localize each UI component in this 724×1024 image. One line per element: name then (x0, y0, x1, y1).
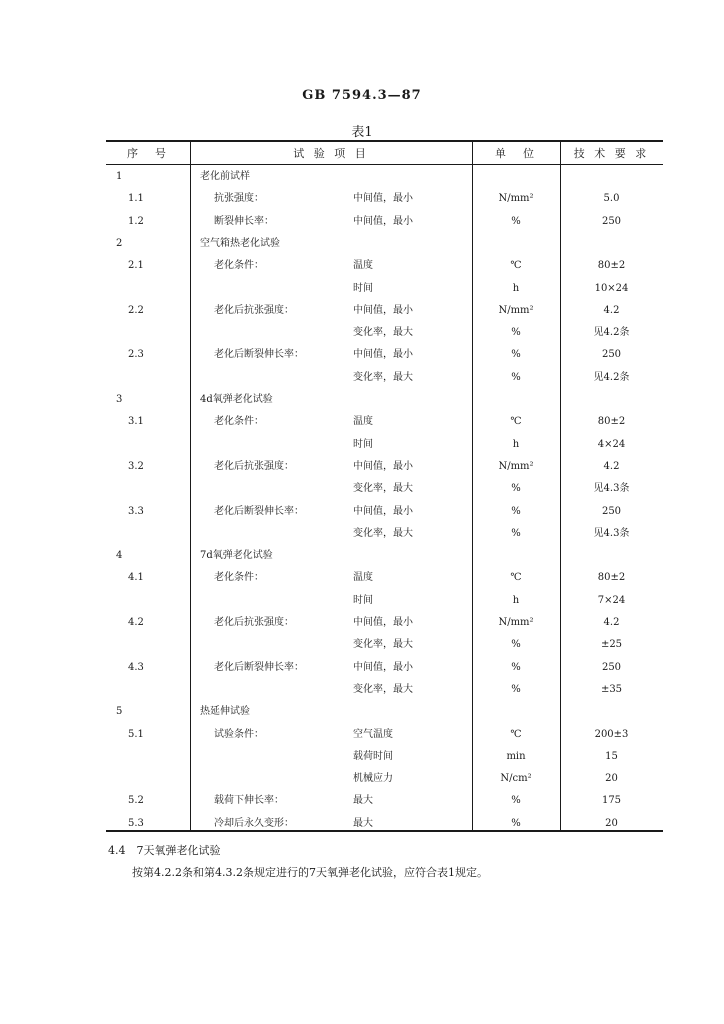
document-code: GB 7594.3—87 (302, 88, 422, 103)
test-item: 老化后抗张强度： (214, 617, 294, 628)
test-condition: 中间值，最小 (353, 617, 413, 628)
row-number: 1.1 (128, 193, 144, 204)
section-paragraph: 按第4.2.2条和第4.3.2条规定进行的7天氧弹老化试验，应符合表1规定。 (132, 866, 488, 879)
unit: N/mm² (498, 461, 534, 472)
test-condition: 温度 (353, 572, 373, 583)
unit: N/mm² (498, 305, 534, 316)
section-heading: 4.4 7天氧弹老化试验 (108, 844, 221, 857)
requirement: 5.0 (603, 193, 620, 204)
row-number: 5.2 (128, 795, 144, 806)
row-number: 5 (116, 706, 123, 717)
test-item: 老化条件： (214, 572, 264, 583)
row-number: 4.1 (128, 572, 144, 583)
row-number: 3.1 (128, 416, 144, 427)
test-item: 冷却后永久变形： (214, 818, 294, 829)
test-item: 空气箱热老化试验 (200, 238, 280, 249)
row-number: 2 (116, 238, 123, 249)
test-item: 试验条件： (214, 729, 264, 740)
test-item: 老化后抗张强度： (214, 461, 294, 472)
requirement: 10×24 (594, 283, 629, 294)
requirement: 20 (605, 773, 618, 784)
requirement: 175 (601, 795, 622, 806)
test-condition: 机械应力 (353, 773, 393, 784)
test-item: 断裂伸长率： (214, 216, 274, 227)
test-condition: 温度 (353, 416, 373, 427)
requirement: 4.2 (603, 305, 620, 316)
requirement: 250 (601, 662, 622, 673)
row-number: 4 (116, 550, 123, 561)
requirement: ±35 (600, 684, 623, 695)
row-number: 3.3 (128, 506, 144, 517)
test-condition: 时间 (353, 595, 373, 606)
test-item: 老化后断裂伸长率： (214, 349, 304, 360)
row-number: 4.2 (128, 617, 144, 628)
test-condition: 最大 (353, 795, 373, 806)
test-condition: 变化率，最大 (353, 483, 413, 494)
column-header-unit: 单 位 (495, 147, 537, 160)
column-header-item: 试 验 项 目 (293, 147, 369, 160)
test-item: 老化前试样 (200, 171, 250, 182)
requirement: 4.2 (603, 617, 620, 628)
test-condition: 时间 (353, 283, 373, 294)
requirement: 见4.3条 (593, 528, 630, 539)
requirement: 见4.2条 (593, 372, 630, 383)
row-number: 2.1 (128, 260, 144, 271)
requirement: 见4.3条 (593, 483, 630, 494)
test-condition: 中间值，最小 (353, 193, 413, 204)
test-item: 热延伸试验 (200, 706, 250, 717)
test-condition: 变化率，最大 (353, 372, 413, 383)
requirement: 4×24 (597, 439, 626, 450)
test-condition: 变化率，最大 (353, 684, 413, 695)
unit: % (511, 506, 521, 517)
unit: % (511, 216, 521, 227)
test-item: 抗张强度： (214, 193, 264, 204)
test-condition: 变化率，最大 (353, 327, 413, 338)
requirement: 250 (601, 506, 622, 517)
unit: N/mm² (498, 617, 534, 628)
test-condition: 最大 (353, 818, 373, 829)
requirement: 80±2 (597, 416, 626, 427)
unit: % (511, 684, 521, 695)
requirement: 7×24 (597, 595, 626, 606)
unit: h (512, 595, 520, 606)
test-condition: 时间 (353, 439, 373, 450)
row-number: 5.1 (128, 729, 144, 740)
unit: h (512, 283, 520, 294)
unit: % (511, 818, 521, 829)
test-condition: 变化率，最大 (353, 639, 413, 650)
test-condition: 中间值，最小 (353, 461, 413, 472)
row-number: 1.2 (128, 216, 144, 227)
unit: ℃ (510, 416, 522, 427)
unit: % (511, 662, 521, 673)
test-item: 7d氧弹老化试验 (200, 550, 273, 561)
test-condition: 中间值，最小 (353, 349, 413, 360)
unit: % (511, 795, 521, 806)
unit: N/cm² (500, 773, 532, 784)
unit: ℃ (510, 729, 522, 740)
test-item: 老化条件： (214, 260, 264, 271)
unit: % (511, 327, 521, 338)
unit: ℃ (510, 260, 522, 271)
test-condition: 载荷时间 (353, 751, 393, 762)
table-title: 表1 (351, 125, 373, 140)
requirement: 4.2 (603, 461, 620, 472)
test-condition: 中间值，最小 (353, 506, 413, 517)
test-item: 载荷下伸长率： (214, 795, 284, 806)
unit: N/mm² (498, 193, 534, 204)
unit: min (506, 751, 526, 762)
row-number: 5.3 (128, 818, 144, 829)
requirement: 250 (601, 216, 622, 227)
requirement: 200±3 (594, 729, 629, 740)
test-condition: 空气温度 (353, 729, 393, 740)
unit: % (511, 528, 521, 539)
test-condition: 变化率，最大 (353, 528, 413, 539)
requirement: 80±2 (597, 260, 626, 271)
test-item: 老化条件： (214, 416, 264, 427)
unit: % (511, 639, 521, 650)
requirement: ±25 (600, 639, 623, 650)
requirement: 20 (605, 818, 618, 829)
column-divider (190, 140, 191, 830)
unit: ℃ (510, 572, 522, 583)
requirement: 见4.2条 (593, 327, 630, 338)
requirement: 250 (601, 349, 622, 360)
row-number: 2.2 (128, 305, 144, 316)
test-item: 老化后断裂伸长率： (214, 506, 304, 517)
test-item: 老化后断裂伸长率： (214, 662, 304, 673)
row-number: 4.3 (128, 662, 144, 673)
column-header-no: 序 号 (127, 147, 169, 160)
unit: % (511, 372, 521, 383)
row-number: 1 (116, 171, 123, 182)
unit: % (511, 483, 521, 494)
test-item: 4d氧弹老化试验 (200, 394, 273, 405)
column-header-requirement: 技 术 要 求 (573, 147, 650, 160)
requirement: 15 (605, 751, 618, 762)
test-condition: 中间值，最小 (353, 305, 413, 316)
test-item: 老化后抗张强度： (214, 305, 294, 316)
test-condition: 温度 (353, 260, 373, 271)
test-condition: 中间值，最小 (353, 216, 413, 227)
test-condition: 中间值，最小 (353, 662, 413, 673)
unit: % (511, 349, 521, 360)
unit: h (512, 439, 520, 450)
row-number: 3.2 (128, 461, 144, 472)
row-number: 2.3 (128, 349, 144, 360)
row-number: 3 (116, 394, 123, 405)
requirement: 80±2 (597, 572, 626, 583)
